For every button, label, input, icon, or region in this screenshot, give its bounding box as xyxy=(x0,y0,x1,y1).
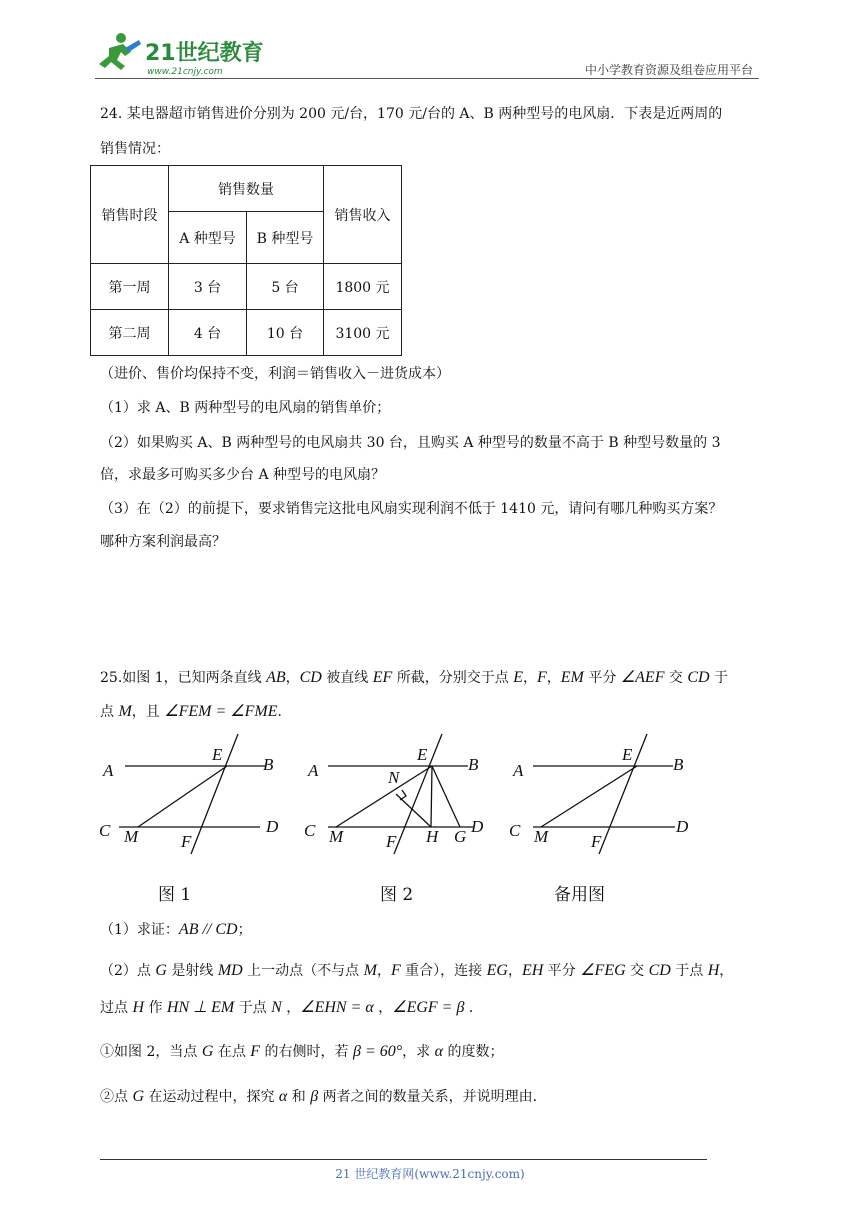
page-header xyxy=(95,30,759,80)
label-d: D xyxy=(676,817,689,836)
cell-a: 3 台 xyxy=(169,264,247,310)
cell-a: 4 台 xyxy=(169,310,247,356)
label-m: M xyxy=(329,827,344,846)
label-b: B xyxy=(263,755,274,774)
logo-text: 21世纪教育 xyxy=(145,41,264,66)
q24-part1: （1）求 A、B 两种型号的电风扇的销售单价； xyxy=(100,400,391,416)
cell-b: 10 台 xyxy=(247,310,324,356)
figure-backup xyxy=(505,728,705,858)
q25-part2-sub2: ②点 G 在运动过程中，探究 α 和 β 两者之间的数量关系，并说明理由． xyxy=(100,1088,547,1105)
label-h: H xyxy=(426,827,439,846)
header-period: 销售时段 xyxy=(91,166,169,264)
label-e: E xyxy=(622,745,633,764)
q24-part3-line1: （3）在（2）的前提下，要求销售完这批电风扇实现利润不低于 1410 元，请问有哪几种购买方案？ xyxy=(100,501,723,517)
footer-text: 21 世纪教育网(www.21cnjy.com) xyxy=(335,1167,525,1181)
label-a: A xyxy=(308,761,319,780)
q24-part2-line1: （2）如果购买 A、B 两种型号的电风扇共 30 台，且购买 A 种型号的数量不高于 B 种型号数量的 3 xyxy=(100,435,721,451)
label-d: D xyxy=(266,817,279,836)
q24-line1: 24. 某电器超市销售进价分别为 200 元/台，170 元/台的 A、B 两种型号的电风扇．下表是近两周的 xyxy=(100,106,723,122)
cell-period: 第一周 xyxy=(91,264,169,310)
header-platform-text: 中小学教育资源及组卷应用平台 xyxy=(584,63,753,77)
label-b: B xyxy=(673,755,684,774)
caption-figure-1: 图 1 xyxy=(158,885,192,905)
label-a: A xyxy=(103,761,114,780)
header-income: 销售收入 xyxy=(324,166,402,264)
figure-2 xyxy=(300,728,500,858)
header-divider xyxy=(95,78,759,79)
label-g: G xyxy=(454,827,467,846)
label-e: E xyxy=(212,745,223,764)
label-d: D xyxy=(471,817,484,836)
label-m: M xyxy=(534,827,549,846)
q24-part2-line2: 倍，求最多可购买多少台 A 种型号的电风扇？ xyxy=(100,467,386,483)
cell-income: 1800 元 xyxy=(324,264,402,310)
label-a: A xyxy=(513,761,524,780)
header-type-a: A 种型号 xyxy=(169,212,247,264)
header-quantity: 销售数量 xyxy=(169,166,324,212)
logo-url: www.21cnjy.com xyxy=(147,67,223,77)
runner-icon xyxy=(99,33,141,70)
label-e: E xyxy=(417,745,428,764)
label-c: C xyxy=(509,821,521,840)
q25-line1: 25.如图 1，已知两条直线 AB，CD 被直线 EF 所截，分别交于点 E，F，EM 平分 ∠AEF 交 CD 于 xyxy=(100,669,729,686)
cell-b: 5 台 xyxy=(247,264,324,310)
header-type-b: B 种型号 xyxy=(247,212,324,264)
label-n: N xyxy=(388,768,400,787)
cell-period: 第二周 xyxy=(91,310,169,356)
label-f: F xyxy=(591,832,602,851)
figure-1 xyxy=(95,728,285,858)
q25-part2-line1: （2）点 G 是射线 MD 上一动点（不与点 M，F 重合），连接 EG，EH 平分 ∠FEG 交 CD 于点 H， xyxy=(100,962,734,979)
caption-figure-backup: 备用图 xyxy=(554,885,605,905)
site-logo xyxy=(95,30,265,78)
label-f: F xyxy=(181,832,192,851)
q24-note: （进价、售价均保持不变，利润＝销售收入－进货成本） xyxy=(100,366,450,382)
q24-part3-line2: 哪种方案利润最高？ xyxy=(100,534,226,550)
label-m: M xyxy=(124,827,139,846)
footer-divider xyxy=(100,1159,707,1160)
q24-line2: 销售情况： xyxy=(100,141,170,157)
table-row xyxy=(91,264,402,310)
label-c: C xyxy=(304,821,316,840)
q25-part1: （1）求证：AB // CD； xyxy=(100,921,252,938)
label-b: B xyxy=(468,755,479,774)
sales-table xyxy=(90,165,402,356)
caption-figure-2: 图 2 xyxy=(380,885,414,905)
label-c: C xyxy=(99,821,111,840)
q25-part2-sub1: ①如图 2，当点 G 在点 F 的右侧时，若 β = 60°，求 α 的度数； xyxy=(100,1043,504,1060)
q25-line2: 点 M，且 ∠FEM = ∠FME． xyxy=(100,703,292,720)
q25-part2-line2: 过点 H 作 HN ⊥ EM 于点 N ，∠EHN = α ，∠EGF = β ． xyxy=(100,999,483,1016)
cell-income: 3100 元 xyxy=(324,310,402,356)
label-f: F xyxy=(386,832,397,851)
table-row xyxy=(91,310,402,356)
